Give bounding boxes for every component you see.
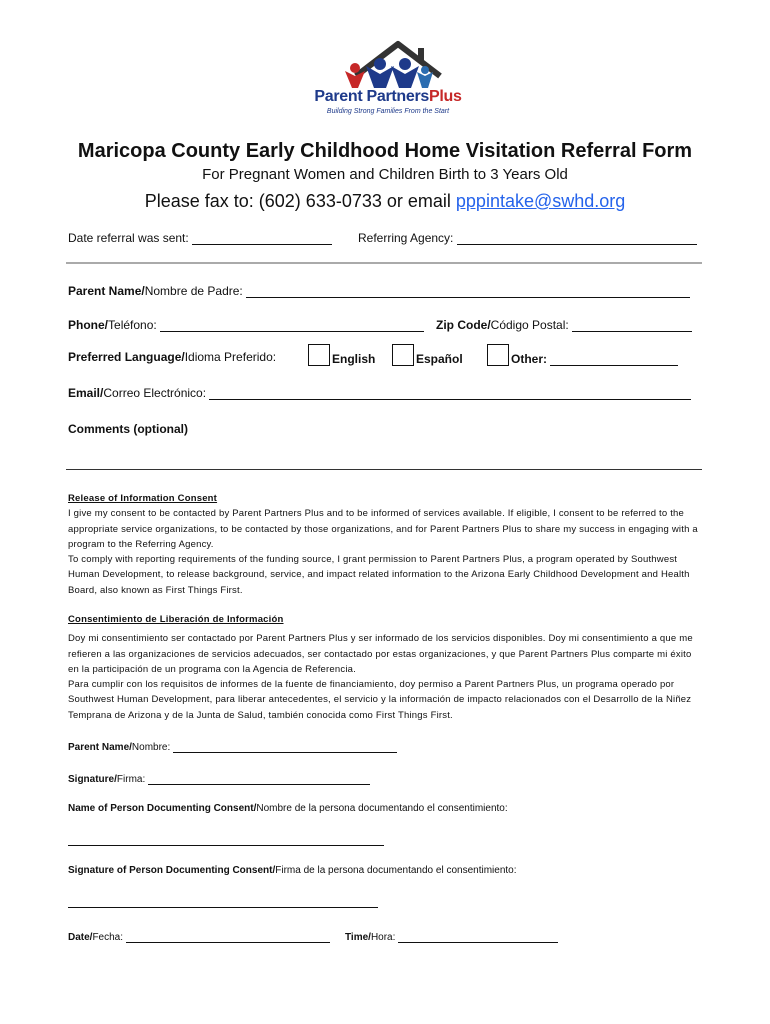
release-consent-en xyxy=(68,491,704,598)
english-checkbox[interactable] xyxy=(308,344,330,366)
email-field[interactable]: Email/Correo Electrónico: xyxy=(68,386,691,400)
form-subtitle: For Pregnant Women and Children Birth to 3 Years Old xyxy=(202,166,568,183)
documenter-signature-line[interactable] xyxy=(68,907,378,908)
release-consent-es xyxy=(68,612,704,723)
zip-code-field[interactable]: Zip Code/Código Postal: xyxy=(436,318,692,332)
email-link[interactable]: pppintake@swhd.org xyxy=(455,191,626,211)
english-option[interactable]: English xyxy=(308,344,375,366)
documenter-name-line[interactable] xyxy=(68,845,384,846)
release-heading-en: Release of Information Consent xyxy=(68,493,218,504)
date-field[interactable]: Date/Fecha: xyxy=(68,929,330,943)
other-option[interactable]: Other: xyxy=(487,344,678,366)
release-paragraph-en-1: I give my consent to be contacted by Parent Partners Plus and to be informed of services available. If eligible, I consent to be referred to the appropriate service organizations, to be contacted by those organizations, and for Parent Partners Plus to share my success in engaging with a program to the Referring Agency. xyxy=(68,508,698,550)
date-referral-field[interactable]: Date referral was sent: xyxy=(68,231,332,245)
referring-agency-field[interactable]: Referring Agency: xyxy=(358,231,697,245)
other-checkbox[interactable] xyxy=(487,344,509,366)
logo-wordmark: Parent PartnersPlus xyxy=(314,88,462,105)
logo-tagline: Building Strong Families From the Start xyxy=(326,108,450,115)
fax-instructions: Please fax to: (602) 633-0733 or email pppintake@swhd.org xyxy=(144,191,626,211)
consent-parent-name-field[interactable]: Parent Name/Nombre: xyxy=(68,739,397,753)
release-heading-es: Consentimiento de Liberación de Información xyxy=(68,614,284,625)
phone-field[interactable]: Phone/Teléfono: xyxy=(68,318,424,332)
preferred-language-label: Preferred Language/Idioma Preferido: xyxy=(68,350,277,364)
espanol-checkbox[interactable] xyxy=(392,344,414,366)
comments-label: Comments (optional) xyxy=(68,422,188,436)
parent-signature-field[interactable]: Signature/Firma: xyxy=(68,771,370,785)
espanol-option[interactable]: Español xyxy=(392,344,463,366)
section-divider xyxy=(66,262,702,264)
release-paragraph-en-2: To comply with reporting requirements of the funding source, I grant permission to Parent Partners Plus, a program operated by Southwest Human Development, to release background, service, and impact related information to the Arizona Early Childhood Development and Health Board, also known as First Things First. xyxy=(68,554,690,596)
comments-line[interactable] xyxy=(66,469,702,470)
documenter-signature-label: Signature of Person Documenting Consent/Firma de la persona documentando el consentimiento: xyxy=(68,865,517,876)
documenter-name-label: Name of Person Documenting Consent/Nombre de la persona documentando el consentimiento: xyxy=(68,803,508,814)
release-paragraph-es-1: Doy mi consentimiento ser contactado por Parent Partners Plus y ser informado de los servicios disponibles. Doy mi consentimiento a que me refieren a las organizaciones de servicios adecuados, ser contactado por estas organizaciones, y que Parent Partners Plus comparte mi éxito en la participación de un programa con la Agencia de Referencia. xyxy=(68,633,693,675)
release-paragraph-es-2: Para cumplir con los requisitos de informes de la fuente de financiamiento, doy permiso a Parent Partners Plus, un programa operado por Southwest Human Development, para liberar antecedentes, el servicio y la información de impacto relacionados con el Desarrollo de la Niñez Temprana de Arizona y de la Junta de Salud, también conocida como First Things First. xyxy=(68,679,692,721)
time-field[interactable]: Time/Hora: xyxy=(345,929,558,943)
parent-name-field[interactable]: Parent Name/Nombre de Padre: xyxy=(68,284,690,298)
form-title: Maricopa County Early Childhood Home Visitation Referral Form xyxy=(77,140,693,162)
